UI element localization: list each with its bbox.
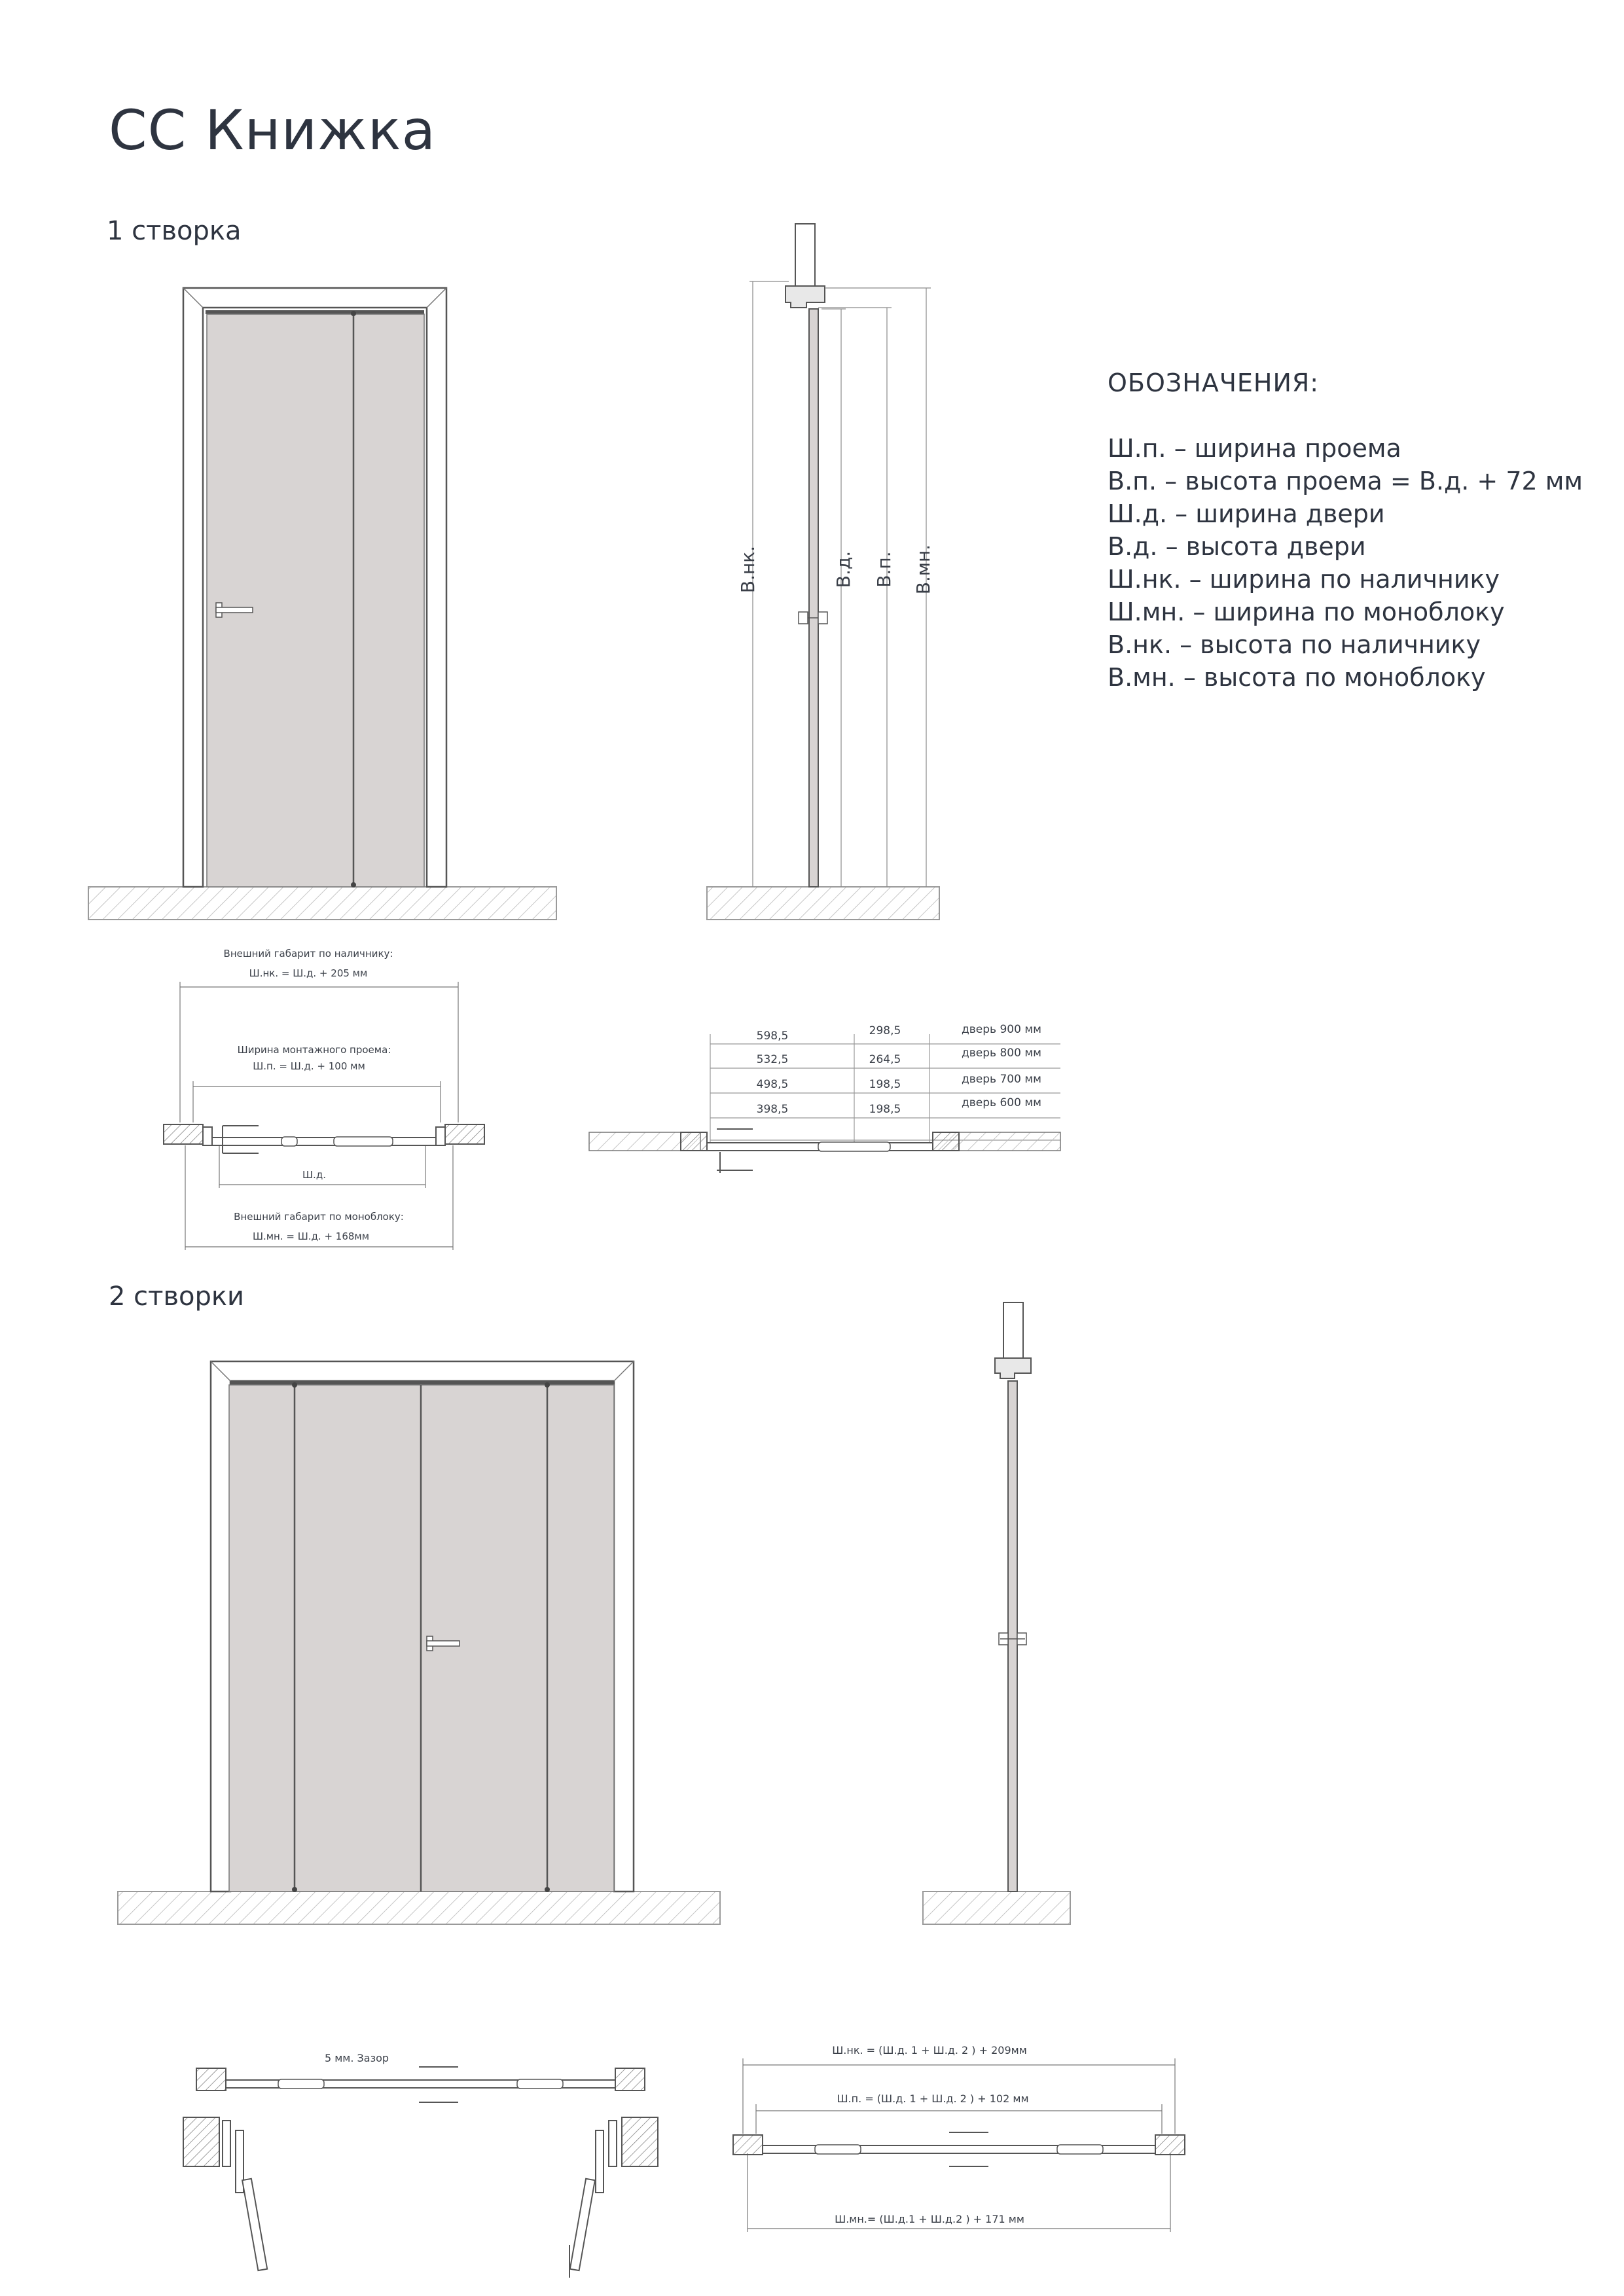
door-leaf-section bbox=[809, 309, 818, 887]
floor-hatch bbox=[88, 887, 556, 920]
size-a: 498,5 bbox=[756, 1078, 789, 1091]
plan-label: Ш.мн.= (Ш.д.1 + Ш.д.2 ) + 171 мм bbox=[835, 2213, 1024, 2225]
size-b: 264,5 bbox=[869, 1053, 901, 1066]
legend-heading: ОБОЗНАЧЕНИЯ: bbox=[1108, 368, 1320, 397]
door-leaf-panel bbox=[421, 1385, 547, 1892]
legend-item: Ш.п. – ширина проема bbox=[1108, 434, 1401, 463]
plan-label: Внешний габарит по моноблоку: bbox=[234, 1211, 404, 1223]
plan-label: Ш.нк. = (Ш.д. 1 + Ш.д. 2 ) + 209мм bbox=[832, 2044, 1027, 2056]
plan-label: Ш.п. = Ш.д. + 100 мм bbox=[253, 1060, 365, 1072]
size-a: 598,5 bbox=[756, 1030, 789, 1043]
size-door: дверь 600 мм bbox=[962, 1096, 1041, 1109]
top-track bbox=[206, 310, 424, 314]
plan-double-dims bbox=[733, 2044, 1185, 2232]
size-door: дверь 800 мм bbox=[962, 1047, 1041, 1060]
size-b: 298,5 bbox=[869, 1024, 901, 1037]
side-view-single bbox=[707, 224, 939, 920]
door-leaf-panel bbox=[229, 1385, 295, 1892]
wall-above bbox=[795, 224, 815, 286]
section-title-double: 2 створки bbox=[109, 1282, 245, 1312]
dim-label-v-d: В.д. bbox=[833, 550, 854, 588]
dim-label-v-nk: В.нк. bbox=[737, 545, 759, 594]
dim-label-v-mn: В.мн. bbox=[912, 544, 934, 595]
legend-item: В.нк. – высота по наличнику bbox=[1108, 630, 1481, 659]
size-door: дверь 900 мм bbox=[962, 1023, 1041, 1036]
side-view-double bbox=[923, 1302, 1070, 1924]
size-door: дверь 700 мм bbox=[962, 1073, 1041, 1086]
legend-item: Ш.д. – ширина двери bbox=[1108, 499, 1385, 528]
legend-item: Ш.нк. – ширина по наличнику bbox=[1108, 565, 1500, 594]
legend-item: В.мн. – высота по моноблоку bbox=[1108, 663, 1486, 692]
size-a: 532,5 bbox=[756, 1053, 789, 1066]
legend-item: Ш.мн. – ширина по моноблоку bbox=[1108, 598, 1505, 626]
plan-single bbox=[164, 948, 484, 1250]
door-leaf-panel bbox=[547, 1385, 614, 1892]
door-leaf-panel bbox=[353, 314, 424, 887]
plan-label: 5 мм. Зазор bbox=[324, 2052, 389, 2064]
size-b: 198,5 bbox=[869, 1078, 901, 1091]
size-table bbox=[589, 1023, 1060, 1173]
plan-label: Ш.нк. = Ш.д. + 205 мм bbox=[249, 967, 368, 979]
section-title-single: 1 створка bbox=[107, 216, 242, 246]
door-leaf-panel bbox=[207, 314, 353, 887]
plan-label: Ш.д. bbox=[302, 1169, 326, 1181]
size-a: 398,5 bbox=[756, 1103, 789, 1116]
dim-label-v-p: В.п. bbox=[873, 551, 895, 588]
front-view-single bbox=[88, 288, 556, 920]
plan-label: Ширина монтажного проема: bbox=[237, 1044, 391, 1056]
door-leaf-panel bbox=[295, 1385, 421, 1892]
plan-label: Ш.п. = (Ш.д. 1 + Ш.д. 2 ) + 102 мм bbox=[837, 2092, 1029, 2105]
size-b: 198,5 bbox=[869, 1103, 901, 1116]
front-view-double bbox=[118, 1361, 720, 1924]
page-title: CC Книжка bbox=[109, 98, 437, 162]
legend-item: В.д. – высота двери bbox=[1108, 532, 1366, 561]
legend-item: В.п. – высота проема = В.д. + 72 мм bbox=[1108, 467, 1583, 495]
plan-label: Внешний габарит по наличнику: bbox=[223, 948, 393, 960]
plan-double-gap bbox=[183, 2052, 658, 2278]
plan-label: Ш.мн. = Ш.д. + 168мм bbox=[252, 1230, 370, 1242]
